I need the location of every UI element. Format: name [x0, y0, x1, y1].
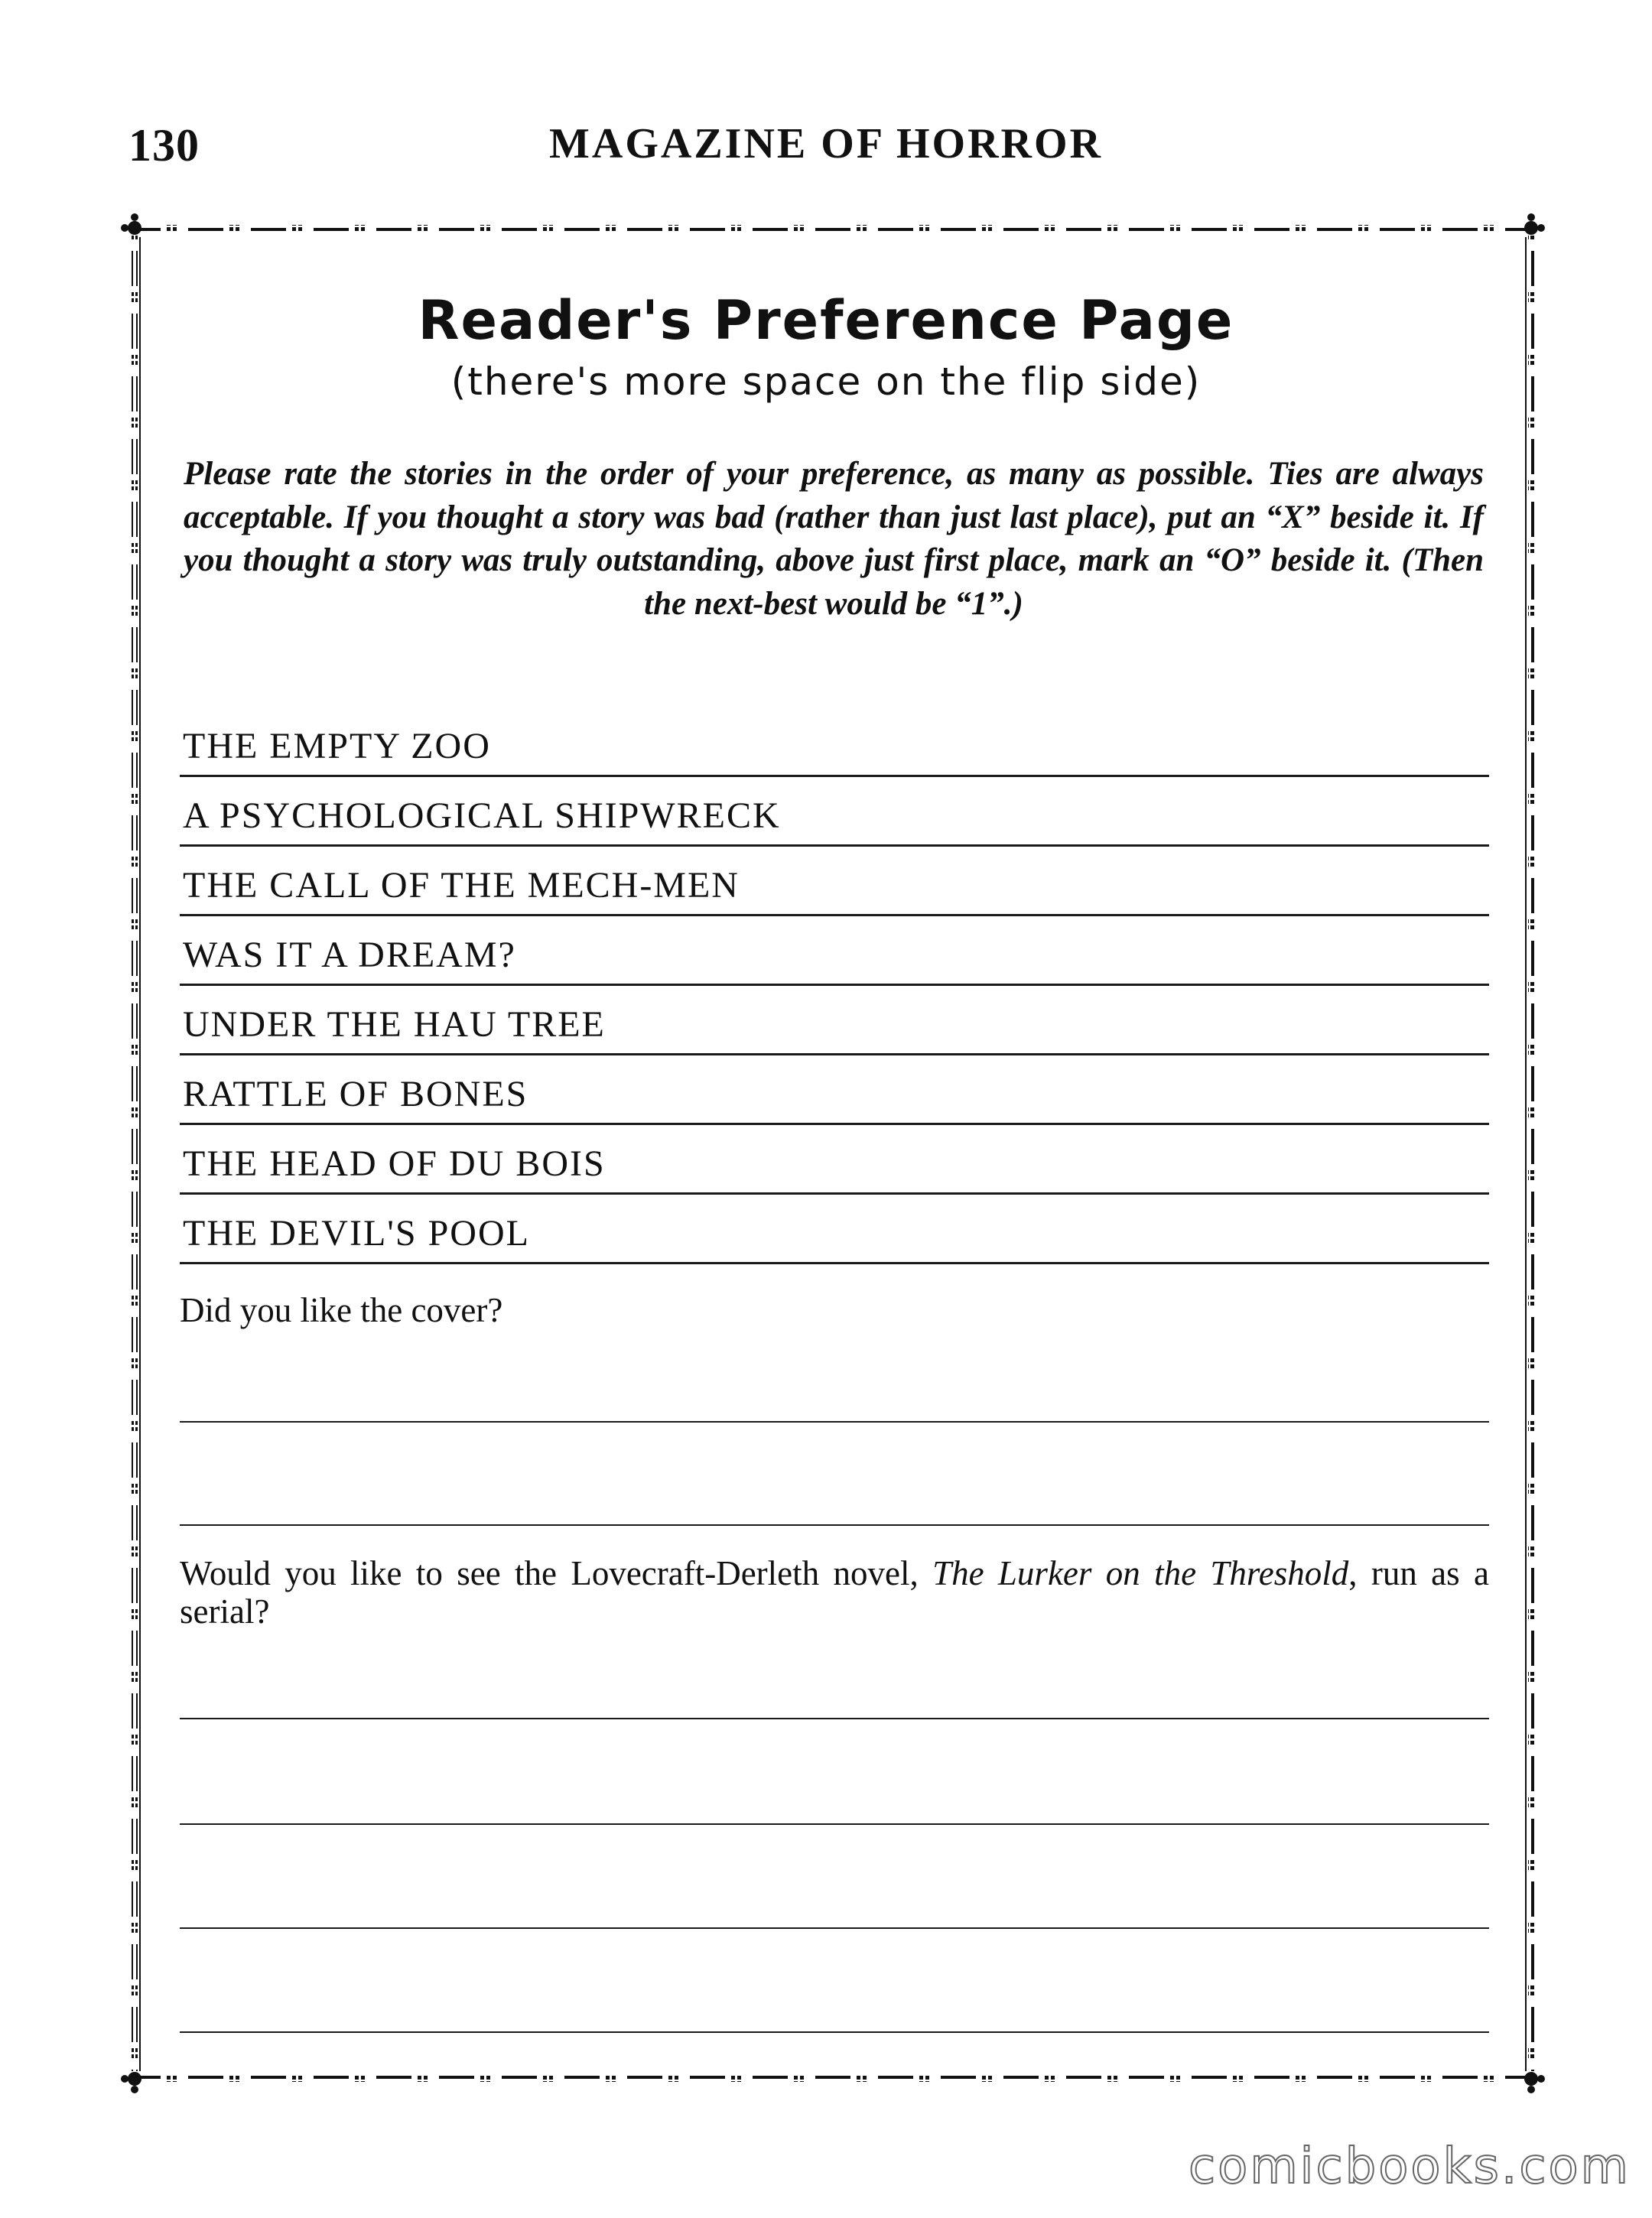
form-title: Reader's Preference Page [418, 289, 1234, 352]
story-title: WAS IT A DREAM? [183, 935, 516, 975]
page-number: 130 [128, 120, 200, 171]
serial-question-text-end: , run as a serial? [180, 1554, 1489, 1631]
story-rating-line[interactable] [180, 1125, 1489, 1195]
running-title: MAGAZINE OF HORROR [549, 120, 1103, 167]
novel-title: The Lurker on the Threshold [932, 1554, 1349, 1592]
story-rating-line[interactable] [180, 847, 1489, 916]
cover-question: Did you like the cover? [180, 1291, 503, 1329]
serial-question-text: Would you like to see the Lovecraft-Derleth novel, [180, 1554, 933, 1592]
serial-answer-line[interactable] [180, 1823, 1489, 1825]
story-rating-line[interactable] [180, 1195, 1489, 1264]
page-header [0, 113, 1652, 182]
rating-instructions: Please rate the stories in the order of your preference, as many as possible. Ties are always acceptable. If you thought a story was bad (rather than just last place), put an “X” beside it. If you thought a story was truly outstanding, above just first place, mark an “O” beside it. (Then the next-best would be “1”.) [184, 456, 1484, 622]
serial-question [180, 1554, 1489, 1631]
story-title: RATTLE OF BONES [183, 1074, 528, 1114]
story-rating-line[interactable] [180, 707, 1489, 777]
story-rating-line[interactable] [180, 986, 1489, 1055]
story-rating-line[interactable] [180, 777, 1489, 847]
serial-answer-line[interactable] [180, 1927, 1489, 1929]
serial-answer-line[interactable] [180, 2031, 1489, 2033]
story-rating-list [180, 707, 1489, 1264]
story-rating-line[interactable] [180, 916, 1489, 986]
form-subtitle: (there's more space on the flip side) [450, 359, 1202, 404]
story-title: UNDER THE HAU TREE [183, 1004, 606, 1045]
story-title: THE EMPTY ZOO [183, 726, 491, 766]
serial-answer-line[interactable] [180, 1718, 1489, 1719]
cover-answer-line[interactable] [180, 1421, 1489, 1423]
story-rating-line[interactable] [180, 1055, 1489, 1125]
site-watermark: comicbooks.com [1188, 2138, 1631, 2195]
story-title: THE DEVIL'S POOL [183, 1213, 530, 1254]
story-title: THE CALL OF THE MECH-MEN [183, 865, 740, 906]
story-title: A PSYCHOLOGICAL SHIPWRECK [183, 795, 781, 836]
story-title: THE HEAD OF DU BOIS [183, 1143, 606, 1184]
cover-answer-line[interactable] [180, 1524, 1489, 1526]
